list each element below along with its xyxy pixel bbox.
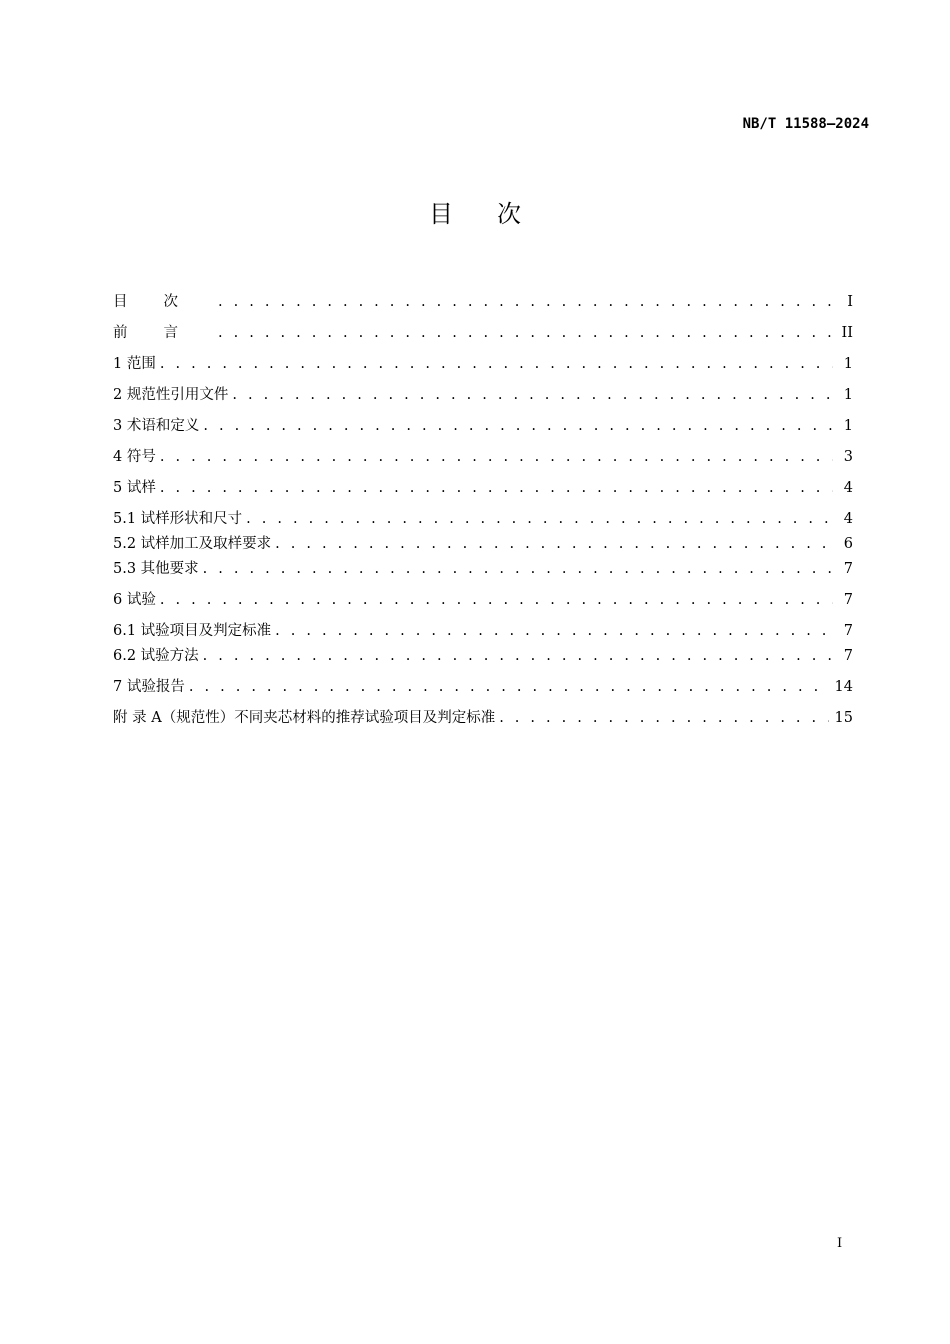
table-of-contents (113, 290, 853, 731)
toc-entry-page: 4 (843, 511, 853, 527)
toc-entry-contents[interactable] (113, 290, 853, 315)
toc-entry-specimen-processing[interactable] (113, 532, 853, 557)
toc-entry-label: 附 录 A（规范性）不同夹芯材料的推荐试验项目及判定标准 (113, 710, 496, 726)
toc-leader-dots (203, 644, 833, 669)
toc-entry-label: 5.1 试样形状和尺寸 (113, 511, 243, 527)
toc-entry-scope[interactable] (113, 352, 853, 377)
toc-leader-dots (189, 675, 829, 700)
toc-leader-dots (499, 706, 828, 731)
toc-entry-page: 1 (843, 356, 853, 372)
toc-entry-page: 7 (843, 623, 853, 639)
toc-entry-page: 1 (843, 418, 853, 434)
toc-entry-label: 2 规范性引用文件 (113, 387, 229, 403)
page-number: I (837, 1236, 843, 1251)
toc-entry-appendix-a[interactable] (113, 706, 853, 731)
toc-entry-page: 3 (843, 449, 853, 465)
toc-entry-specimen-shape[interactable] (113, 507, 853, 532)
toc-entry-page: 1 (843, 387, 853, 403)
toc-entry-label: 4 符号 (113, 449, 156, 465)
toc-entry-test[interactable] (113, 588, 853, 613)
toc-entry-page: II (841, 325, 853, 341)
toc-entry-label: 3 术语和定义 (113, 418, 200, 434)
toc-entry-page: 6 (843, 536, 853, 552)
toc-entry-page: 4 (843, 480, 853, 496)
toc-leader-dots (275, 532, 833, 557)
standard-code: NB/T 11588—2024 (742, 116, 869, 132)
toc-entry-label: 5.2 试样加工及取样要求 (113, 536, 272, 552)
toc-leader-dots (218, 321, 833, 346)
toc-leader-dots (218, 290, 833, 315)
toc-leader-dots (160, 445, 833, 470)
toc-leader-dots (160, 588, 833, 613)
toc-entry-page: I (847, 294, 853, 310)
toc-entry-label: 5 试样 (113, 480, 156, 496)
toc-entry-page: 15 (834, 710, 853, 726)
toc-entry-terms-definitions[interactable] (113, 414, 853, 439)
toc-entry-symbols[interactable] (113, 445, 853, 470)
toc-entry-test-report[interactable] (113, 675, 853, 700)
toc-entry-test-items[interactable] (113, 619, 853, 644)
toc-leader-dots (203, 557, 833, 582)
toc-entry-normative-references[interactable] (113, 383, 853, 408)
toc-entry-page: 14 (834, 679, 853, 695)
toc-leader-dots (246, 507, 833, 532)
toc-leader-dots (160, 352, 833, 377)
toc-entry-label: 6 试验 (113, 592, 156, 608)
toc-entry-label: 前言 (113, 325, 214, 341)
toc-entry-page: 7 (843, 592, 853, 608)
toc-entry-other-requirements[interactable] (113, 557, 853, 582)
page-title: 目次 (429, 200, 565, 228)
toc-entry-page: 7 (843, 648, 853, 664)
toc-entry-page: 7 (843, 561, 853, 577)
toc-leader-dots (160, 476, 833, 501)
toc-leader-dots (203, 414, 833, 439)
toc-entry-label: 1 范围 (113, 356, 156, 372)
toc-entry-specimen[interactable] (113, 476, 853, 501)
toc-entry-label: 目次 (113, 294, 214, 310)
toc-entry-label: 6.2 试验方法 (113, 648, 199, 664)
toc-leader-dots (232, 383, 833, 408)
toc-entry-label: 7 试验报告 (113, 679, 185, 695)
toc-entry-label: 6.1 试验项目及判定标准 (113, 623, 272, 639)
toc-entry-foreword[interactable] (113, 321, 853, 346)
toc-entry-test-methods[interactable] (113, 644, 853, 669)
toc-leader-dots (275, 619, 833, 644)
toc-entry-label: 5.3 其他要求 (113, 561, 199, 577)
